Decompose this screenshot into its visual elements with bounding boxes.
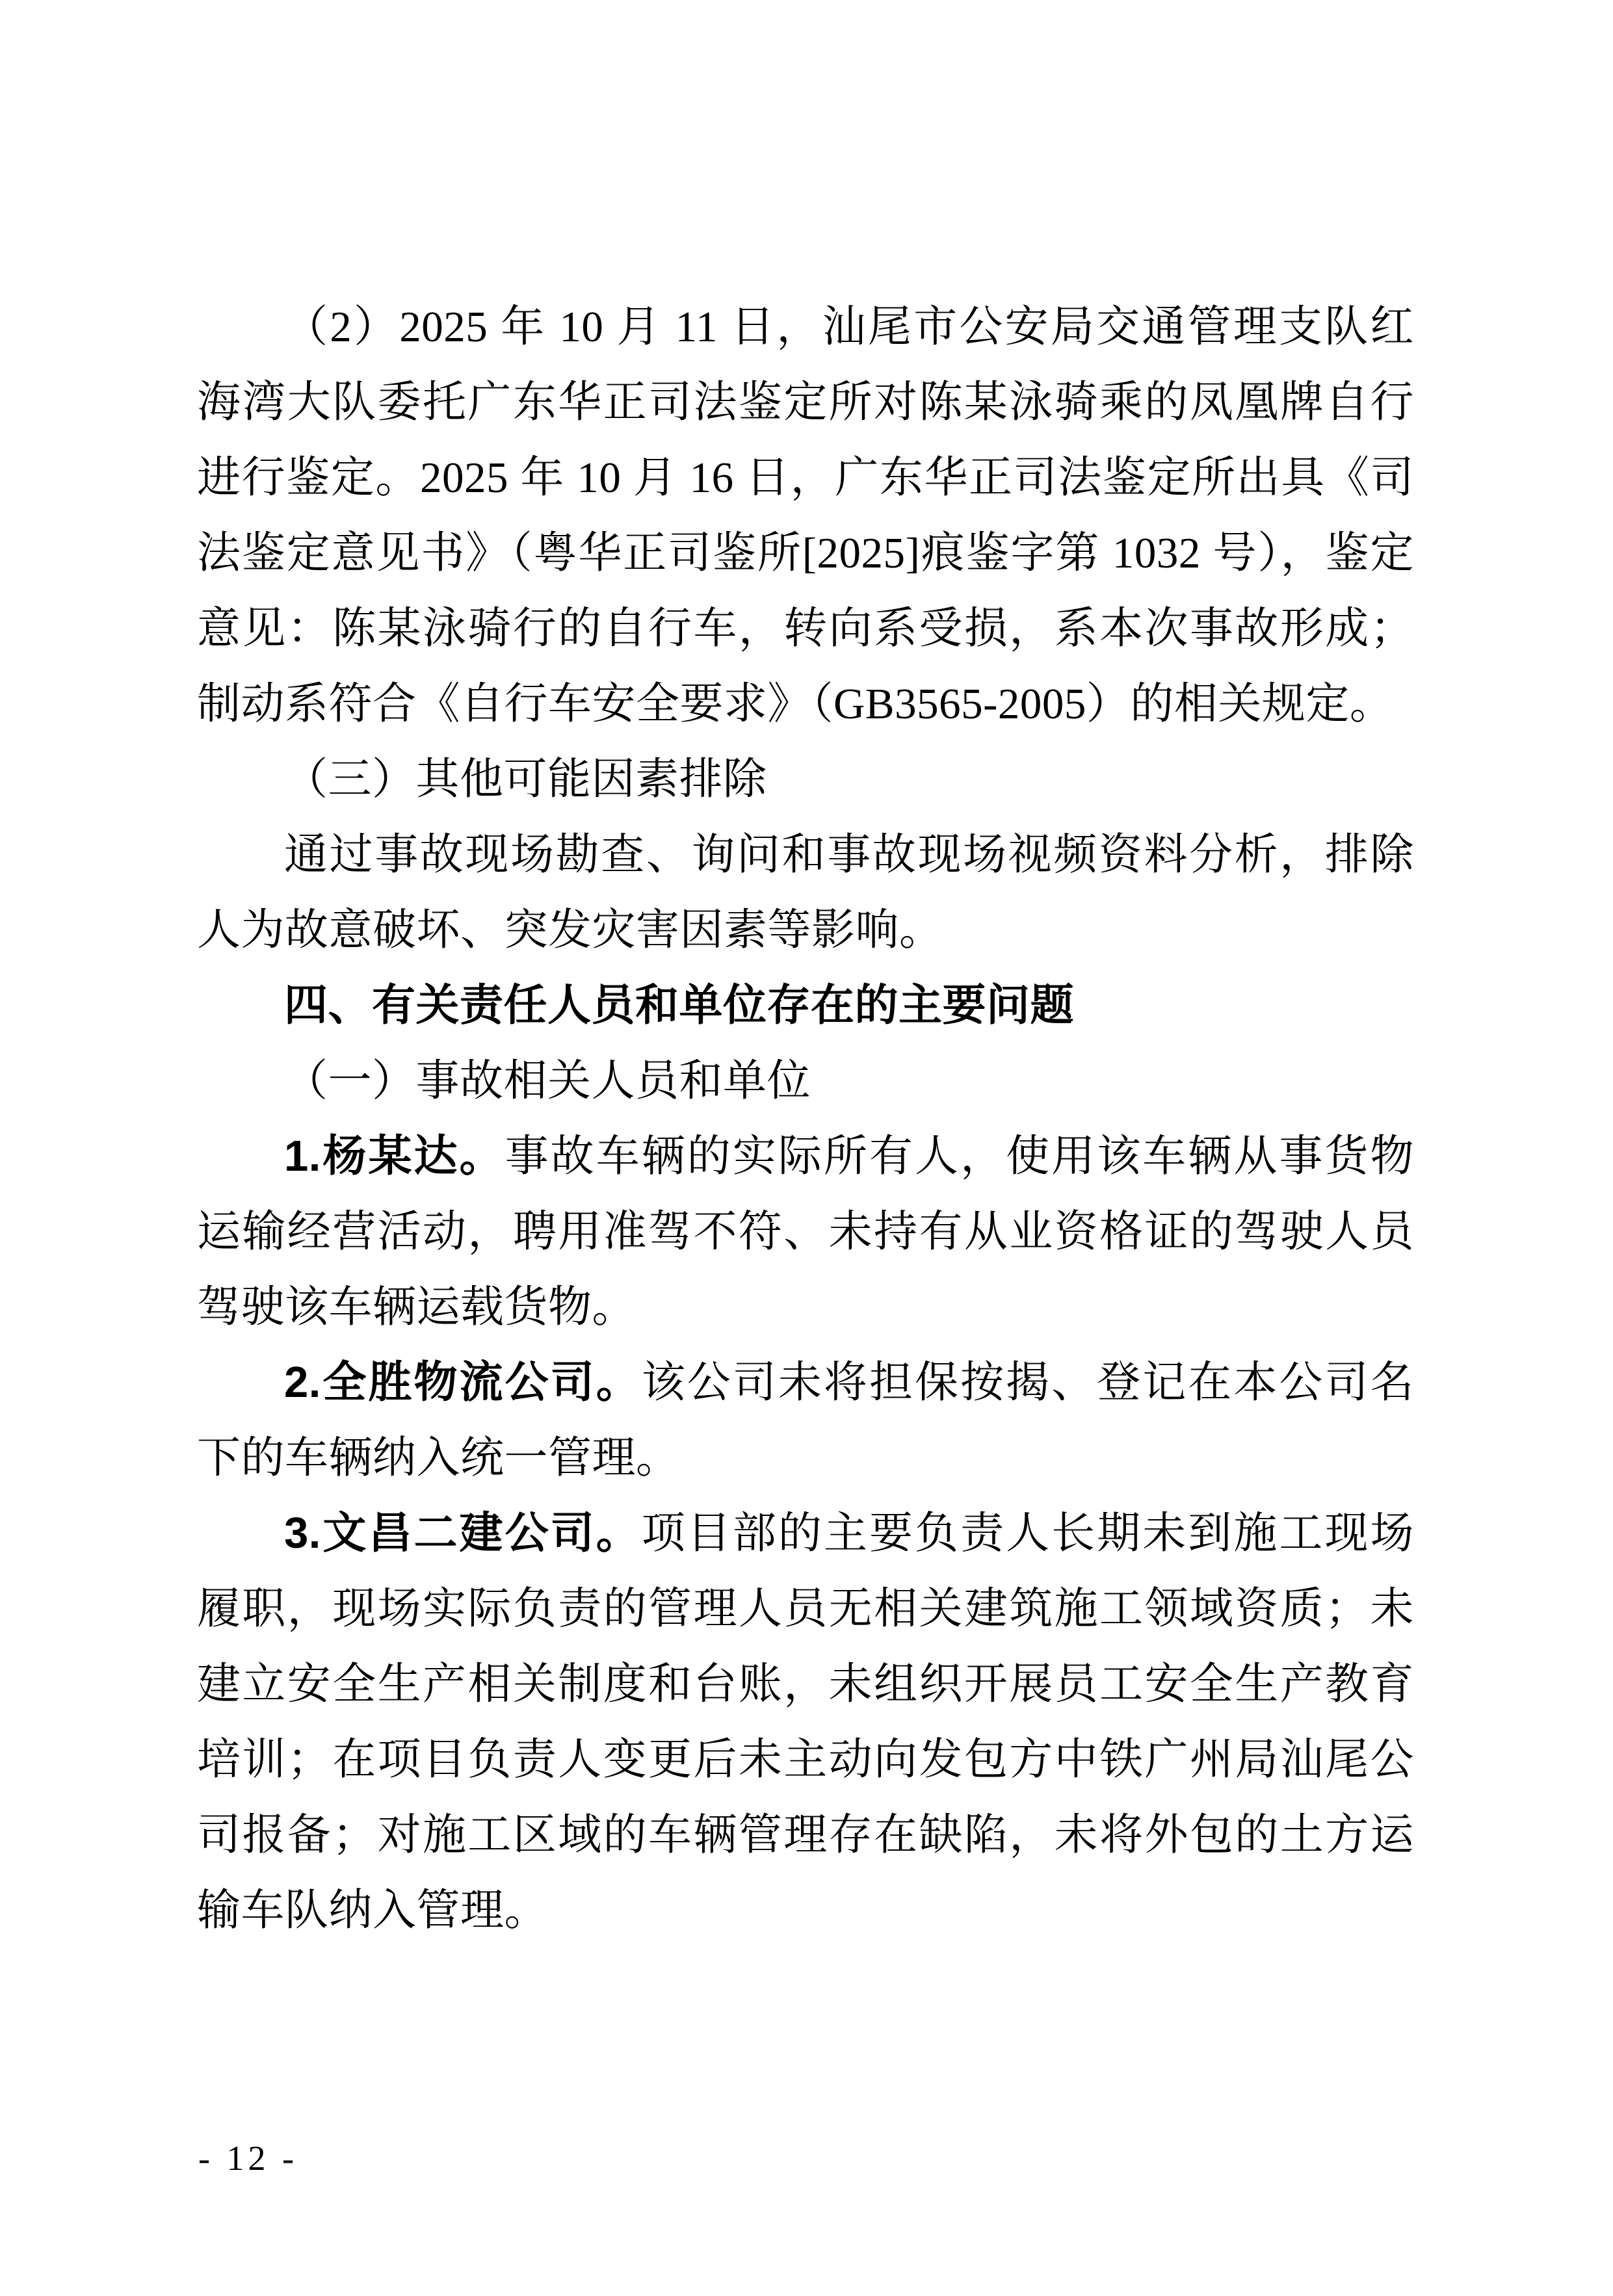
paragraph-responsible-item-1: [197, 1119, 1414, 1345]
paragraph-responsible-item-2: [197, 1345, 1414, 1496]
responsible-item-2-lead: 2.全胜物流公司。: [284, 1358, 642, 1407]
subsection-heading-one: （一）事故相关人员和单位: [284, 1057, 811, 1105]
responsible-item-1-lead: 1.杨某达。: [284, 1132, 505, 1181]
subsection-heading-three: （三）其他可能因素排除: [284, 755, 767, 803]
responsible-item-3-lead: 3.文昌二建公司。: [284, 1509, 642, 1558]
responsible-item-3-text: 项目部的主要负责人长期未到施工现场履职，现场实际负责的管理人员无相关建筑施工领域资质；未建立安全生产相关制度和台账，未组织开展员工安全生产教育培训；在项目负责人变更后未主动向发包方中铁广州局汕尾公司报备；对施工区域的车辆管理存在缺陷，未将外包的土方运输车队纳入管理。: [197, 1509, 1414, 1935]
paragraph-exclusion: 通过事故现场勘查、询问和事故现场视频资料分析，排除人为故意破坏、突发灾害因素等影响。: [197, 831, 1414, 954]
responsible-item-1-text: 事故车辆的实际所有人，使用该车辆从事货物运输经营活动，聘用准驾不符、未持有从业资格证的驾驶人员驾驶该车辆运载货物。: [197, 1132, 1414, 1331]
paragraph-appraisal-item-2: （2）2025 年 10 月 11 日，汕尾市公安局交通管理支队红海湾大队委托广东华正司法鉴定所对陈某泳骑乘的凤凰牌自行进行鉴定。2025 年 10 月 16 日，广东华正司法鉴定所出具《司法鉴定意见书》（粤华正司鉴所[2025]痕鉴字第 1032 号），鉴定意见：陈某泳骑行的自行车，转向系受损，系本次事故形成；制动系符合《自行车安全要求》（GB3565-2005）的相关规定。: [197, 303, 1414, 728]
responsible-item-2-text: 该公司未将担保按揭、登记在本公司名下的车辆纳入统一管理。: [197, 1359, 1414, 1482]
paragraph-responsible-item-3: [197, 1496, 1414, 1948]
page-number: - 12 -: [198, 2139, 298, 2178]
document-body: [197, 289, 1414, 1948]
section-heading-four: 四、有关责任人员和单位存在的主要问题: [284, 981, 1074, 1030]
